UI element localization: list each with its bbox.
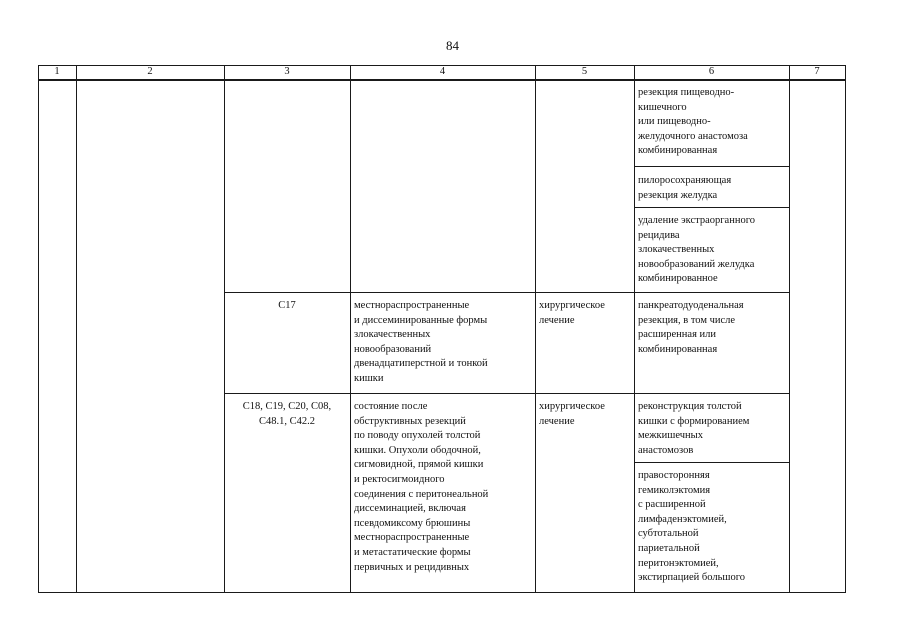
- header-col-5: 5: [581, 66, 588, 77]
- column-divider: [634, 65, 635, 593]
- header-col-1: 1: [54, 66, 60, 77]
- treatment-type-cell: хирургическое лечение: [539, 401, 605, 427]
- diagnosis-cell: местнораспространенные и диссеминированные формы злокачественных новообразований двенадцатиперстной и тонкой кишки: [354, 300, 488, 384]
- column-divider: [350, 65, 351, 593]
- method-cell: резекция пищеводно- кишечного или пищеводно- желудочного анастомоза комбинированная: [638, 87, 748, 157]
- header-bottom-border: [38, 79, 846, 81]
- header-col-7: 7: [814, 66, 820, 77]
- method-cell: пилоросохраняющая резекция желудка: [638, 175, 732, 201]
- method-cell: правосторонняя гемиколэктомия с расширенной лимфаденэктомией, субтотальной париетальной перитонэктомией, экстирпацией большого: [638, 470, 745, 584]
- icd-code-cell: C17: [278, 300, 296, 311]
- header-col-6: 6: [708, 66, 715, 77]
- table-left-border: [38, 65, 39, 593]
- row-divider-c17: [224, 292, 790, 293]
- page-number: 84: [446, 38, 459, 53]
- col6-row-divider: [634, 462, 790, 463]
- header-col-2: 2: [147, 66, 153, 77]
- header-col-3: 3: [284, 66, 290, 77]
- table-right-border: [845, 65, 846, 593]
- col6-row-divider: [634, 166, 790, 167]
- treatment-type-cell: хирургическое лечение: [539, 300, 605, 326]
- column-divider: [789, 65, 790, 593]
- row-divider-c18: [224, 393, 790, 394]
- method-cell: панкреатодуоденальная резекция, в том числе расширенная или комбинированная: [638, 300, 744, 355]
- column-divider: [76, 65, 77, 593]
- diagnosis-cell: состояние после обструктивных резекций по поводу опухолей толстой кишки. Опухоли ободочной, сигмовидной, прямой кишки и ректосигмоидного соединения с перитонеальной диссеминацией, включая псевдомиксому брюшины местнораспространенные и метастатические формы первичных и рецидивных: [354, 401, 489, 573]
- col6-row-divider: [634, 207, 790, 208]
- icd-code-cell: C18, C19, C20, C08, C48.1, C42.2: [242, 401, 332, 427]
- header-col-4: 4: [439, 66, 446, 77]
- method-cell: удаление экстраорганного рецидива злокачественных новообразований желудка комбинированное: [638, 215, 755, 285]
- column-divider: [535, 65, 536, 593]
- table-bottom-border: [38, 592, 846, 593]
- column-divider: [224, 65, 225, 593]
- method-cell: реконструкция толстой кишки с формированием межкишечных анастомозов: [638, 401, 750, 456]
